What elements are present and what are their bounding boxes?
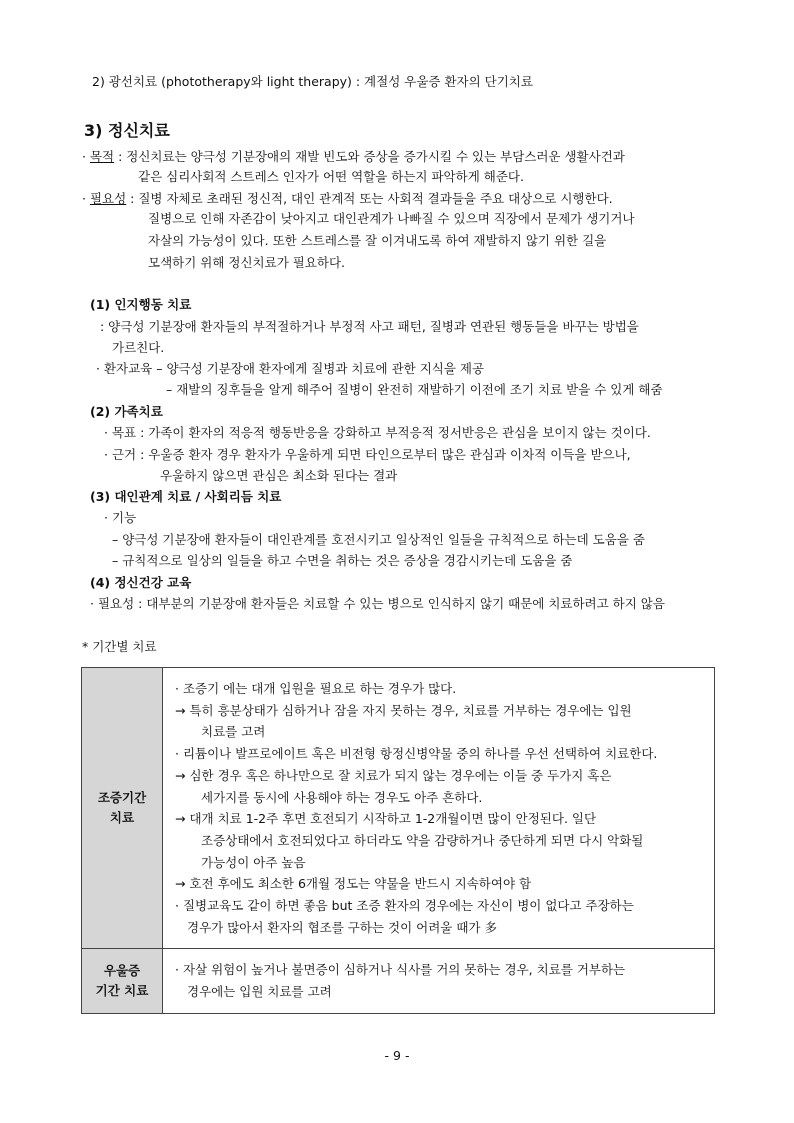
purpose-line: · 목적 : 정신치료는 양극성 기분장애의 재발 빈도와 증상을 증가시킬 수 있는 부담스러운 생활사건과	[82, 149, 625, 164]
phototherapy-line: 2) 광선치료 (phototherapy와 light therapy) : 계절성 우울증 환자의 단기치료	[92, 74, 533, 89]
cbt-desc-2: 가르친다.	[112, 340, 165, 355]
manic-line: · 질병교육도 같이 하면 좋음 but 조증 환자의 경우에는 자신이 병이 없다고 주장하는	[175, 898, 634, 914]
social-func-2: – 규칙적으로 일상의 일들을 하고 수면을 취하는 것은 증상을 경감시키는데 도움을 줌	[112, 553, 573, 568]
family-title: (2) 가족치료	[90, 404, 163, 419]
cbt-edu-1: · 환자교육 – 양극성 기분장애 환자에게 질병과 치료에 관한 지식을 제공	[96, 361, 485, 376]
manic-line: 세가지를 동시에 사용해야 하는 경우도 아주 흔하다.	[201, 789, 483, 805]
manic-header-1: 조증기간	[97, 790, 147, 806]
period-title: * 기간별 치료	[82, 639, 157, 654]
section-title: 3) 정신치료	[84, 121, 170, 140]
manic-header	[82, 668, 163, 949]
manic-header-2: 치료	[109, 810, 135, 826]
manic-line: → 대개 치료 1-2주 후면 호전되기 시작하고 1-2개월이면 많이 안정된다. 일단	[175, 811, 597, 827]
mental-need: · 필요성 : 대부분의 기분장애 환자들은 치료할 수 있는 병으로 인식하지 않기 때문에 치료하려고 하지 않음	[90, 596, 665, 611]
manic-line: 조증상태에서 호전되었다고 하더라도 약을 감량하거나 중단하게 되면 다시 악화될	[201, 832, 644, 848]
family-basis-2: 우울하지 않으면 관심은 최소화 된다는 결과	[160, 468, 398, 483]
social-func-1: – 양극성 기분장애 환자들이 대인관계를 호전시키고 일상적인 일들을 규칙적으로 하는데 도움을 줌	[112, 532, 645, 547]
page-number: - 9 -	[384, 1048, 410, 1063]
manic-line: 치료를 고려	[201, 724, 266, 740]
cbt-desc-1: : 양극성 기분장애 환자들의 부적절하거나 부정적 사고 패턴, 질병과 연관된 행동들을 바꾸는 방법을	[100, 319, 639, 334]
manic-line: → 특히 흥분상태가 심하거나 잠을 자지 못하는 경우, 치료를 거부하는 경우에는 입원	[175, 702, 632, 718]
need-cont-3: 모색하기 위해 정신치료가 필요하다.	[148, 255, 346, 270]
need-text: : 질병 자체로 초래된 정신적, 대인 관계적 또는 사회적 결과들을 주요 대상으로 시행한다.	[126, 191, 613, 206]
manic-line: → 호전 후에도 최소한 6개월 정도는 약물을 반드시 지속하여야 함	[175, 876, 532, 892]
cbt-edu-2: – 재발의 징후들을 알게 해주어 질병이 완전히 재발하기 이전에 조기 치료 받을 수 있게 해줌	[166, 382, 663, 397]
depressive-header	[82, 949, 163, 1013]
depressive-header-2: 기간 치료	[95, 983, 149, 999]
depressive-content	[163, 949, 715, 1013]
purpose-text: : 정신치료는 양극성 기분장애의 재발 빈도와 증상을 증가시킬 수 있는 부담스러운 생활사건과	[114, 149, 625, 164]
social-title: (3) 대인관계 치료 / 사회리듬 치료	[90, 489, 282, 504]
manic-line: 가능성이 아주 높음	[201, 854, 306, 870]
purpose-cont: 같은 심리사회적 스트레스 인자가 어떤 역할을 하는지 파악하게 해준다.	[138, 169, 524, 184]
manic-line: → 심한 경우 혹은 하나만으로 잘 치료가 되지 않는 경우에는 이들 중 두가지 혹은	[175, 767, 612, 783]
mental-title: (4) 정신건강 교육	[90, 575, 192, 590]
table-row	[82, 949, 715, 1013]
purpose-label: 목적	[89, 149, 115, 164]
manic-line: · 리튬이나 발프로에이트 혹은 비전형 항정신병약물 중의 하나를 우선 선택하여 치료한다.	[175, 746, 658, 762]
depressive-line: 경우에는 입원 치료를 고려	[187, 984, 332, 1000]
need-line: · 필요성 : 질병 자체로 초래된 정신적, 대인 관계적 또는 사회적 결과들을 주요 대상으로 시행한다.	[82, 191, 613, 206]
period-treatment-table	[81, 667, 715, 1014]
depressive-line: · 자살 위험이 높거나 불면증이 심하거나 식사를 거의 못하는 경우, 치료를 거부하는	[175, 962, 626, 978]
need-cont-2: 자살의 가능성이 있다. 또한 스트레스를 잘 이겨내도록 하여 재발하지 않기 위한 길을	[148, 233, 607, 248]
social-func: · 기능	[104, 510, 137, 525]
table-row	[82, 668, 715, 949]
need-label: 필요성	[89, 191, 127, 206]
need-cont-1: 질병으로 인해 자존감이 낮아지고 대인관계가 나빠질 수 있으며 직장에서 문제가 생기거나	[148, 211, 635, 226]
cbt-title: (1) 인지행동 치료	[90, 297, 192, 312]
manic-line: 경우가 많아서 환자의 협조를 구하는 것이 어려울 때가 多	[187, 919, 497, 935]
family-basis-1: · 근거 : 우울증 환자 경우 환자가 우울하게 되면 타인으로부터 많은 관심과 이차적 이득을 받으나,	[104, 447, 631, 462]
manic-content	[163, 668, 715, 949]
family-goal: · 목표 : 가족이 환자의 적응적 행동반응을 강화하고 부적응적 정서반응은 관심을 보이지 않는 것이다.	[104, 425, 651, 440]
depressive-header-1: 우울증	[103, 963, 141, 979]
manic-line: · 조증기 에는 대개 입원을 필요로 하는 경우가 많다.	[175, 681, 457, 696]
